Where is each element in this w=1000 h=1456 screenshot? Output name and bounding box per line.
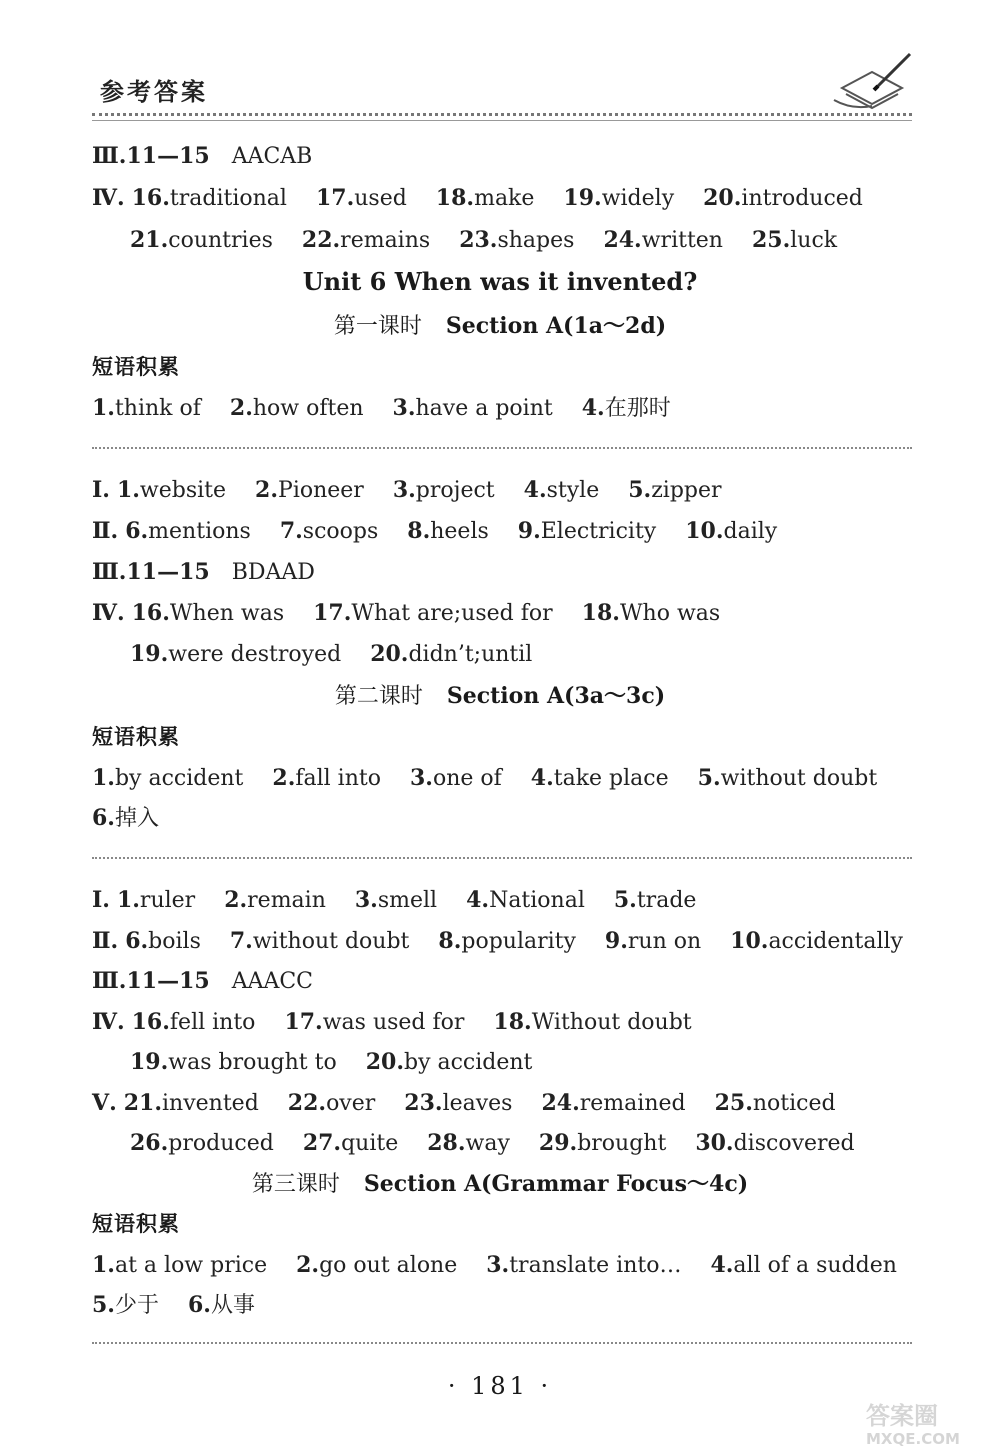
lesson-heading: 第二课时 Section A(3a～3c) xyxy=(334,683,666,709)
phrase-row: 6.掉入 xyxy=(92,805,159,831)
answer-row: 21.countries 22.remains 23.shapes 24.written 25.luck xyxy=(130,227,838,253)
phrase-row: 5.少于 6.从事 xyxy=(92,1292,255,1318)
dotted-divider xyxy=(92,1342,912,1344)
phrase-section-title: 短语积累 xyxy=(92,725,180,749)
answer-row: Ⅳ. 16.traditional 17.used 18.make 19.widely 20.introduced xyxy=(92,185,863,211)
answer-row: Ⅰ. 1.website 2.Pioneer 3.project 4.style 5.zipper xyxy=(92,477,722,503)
phrase-row: 1.by accident 2.fall into 3.one of 4.take place 5.without doubt xyxy=(92,765,878,791)
answer-row: Ⅲ.11—15 AAACC xyxy=(92,968,314,994)
answer-row: Ⅰ. 1.ruler 2.remain 3.smell 4.National 5.trade xyxy=(92,887,697,913)
dotted-divider xyxy=(92,447,912,449)
answer-row: 19.was brought to 20.by accident xyxy=(130,1049,533,1075)
lesson-heading: 第三课时 Section A(Grammar Focus～4c) xyxy=(251,1171,749,1197)
dotted-divider xyxy=(92,857,912,859)
header-rule-solid xyxy=(92,120,912,121)
answer-row: Ⅲ.11—15 AACAB xyxy=(92,143,313,169)
header-title: 参考答案 xyxy=(100,78,208,106)
answer-row: Ⅴ. 21.invented 22.over 23.leaves 24.remained 25.noticed xyxy=(92,1090,836,1116)
pen-and-paper-icon xyxy=(832,48,922,120)
answer-row: 26.produced 27.quite 28.way 29.brought 30.discovered xyxy=(130,1130,855,1156)
svg-text:答案圈: 答案圈 xyxy=(866,1402,938,1430)
lesson-heading: 第一课时 Section A(1a～2d) xyxy=(333,313,667,339)
phrase-row: 1.think of 2.how often 3.have a point 4.在那时 xyxy=(92,395,671,421)
phrase-row: 1.at a low price 2.go out alone 3.translate into… 4.all of a sudden xyxy=(92,1252,897,1278)
answer-row: Ⅱ. 6.mentions 7.scoops 8.heels 9.Electricity 10.daily xyxy=(92,518,778,544)
phrase-section-title: 短语积累 xyxy=(92,1212,180,1236)
answer-row: Ⅳ. 16.When was 17.What are;used for 18.Who was xyxy=(92,600,721,626)
answer-row: Ⅲ.11—15 BDAAD xyxy=(92,559,315,585)
answer-row: Ⅱ. 6.boils 7.without doubt 8.popularity 9.run on 10.accidentally xyxy=(92,928,903,954)
page-number: · 181 · xyxy=(447,1372,553,1400)
watermark-logo xyxy=(858,1398,988,1448)
answer-row: 19.were destroyed 20.didn’t;until xyxy=(130,641,533,667)
unit-title: Unit 6 When was it invented? xyxy=(302,267,698,296)
answer-row: Ⅳ. 16.fell into 17.was used for 18.Without doubt xyxy=(92,1009,692,1035)
header-rule xyxy=(92,113,912,116)
phrase-section-title: 短语积累 xyxy=(92,355,180,379)
svg-text:MXQE.COM: MXQE.COM xyxy=(866,1430,960,1448)
